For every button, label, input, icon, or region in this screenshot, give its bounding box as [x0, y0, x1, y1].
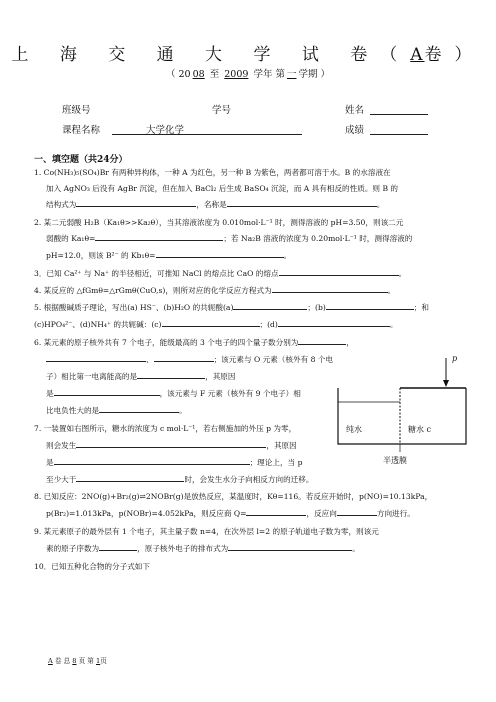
q2-text-c: pH=12.0，则该 B²⁻ 的 Kb₁θ= [46, 251, 156, 260]
q7-blank-1[interactable] [76, 439, 266, 448]
q1-text-a: 结构式为 [46, 200, 77, 209]
q6-line4 [46, 387, 301, 400]
q2-line3: pH=12.0，则该 B²⁻ 的 Kb₁θ= 。 [46, 251, 292, 260]
q6-text-e: ，其原因 [205, 372, 236, 381]
year-to: 至 [209, 69, 220, 80]
q2-line2 [46, 232, 412, 245]
q1-text-b: ，名称是 [196, 200, 227, 209]
section-heading: 一、填空题（共24分） [34, 155, 128, 165]
q5-text-a: 5. 根据酸碱质子理论，写出(a) HS⁻、(b)H₂O 的共轭酸(a) [34, 303, 234, 312]
q8-blank-q[interactable] [246, 507, 306, 516]
q5-blank-c[interactable] [162, 318, 260, 327]
q9-text-a: 素的原子序数为 [46, 544, 100, 553]
q7-blank-2[interactable] [54, 456, 250, 465]
q7-text-d: ；理论上，当 p [249, 458, 303, 467]
q6-text-d: 子）相比第一电离能高的是 [46, 372, 138, 381]
q6-text-a: 6. 某元素的原子核外共有 7 个电子，能级最高的 3 个电子的四个量子数分别为 [34, 338, 299, 347]
q5-blank-b[interactable] [326, 301, 414, 310]
score-label: 成绩 [345, 125, 365, 136]
q5-text-b: ；(b) [307, 303, 326, 312]
q7-line2 [46, 439, 297, 452]
academic-year-line [0, 66, 496, 80]
q5-line1 [34, 301, 429, 314]
score-field[interactable] [370, 124, 428, 135]
q5-blank-a[interactable] [233, 301, 307, 310]
q2-text-a: 弱酸的 Ka₁θ= [46, 234, 96, 243]
q6-line1: 6. 某元素的原子核外共有 7 个电子，能级最高的 3 个电子的四个量子数分别为 ， [34, 338, 354, 347]
footer-total-pages: 8 [72, 657, 77, 665]
osmosis-apparatus-figure [330, 352, 476, 470]
q6-line5: 比电负性大的是 。 [46, 406, 187, 415]
footer-text-c: 页 [100, 657, 107, 665]
q6-blank-4[interactable] [137, 370, 205, 379]
year-label: 学年 第 [253, 69, 285, 80]
q9-line2: 素的原子序数为 ，原子核外电子的排布式为 。 [46, 544, 360, 553]
q10-line: 10．已知五种化合物的分子式如下 [34, 562, 150, 571]
pure-water-label: 纯水 [346, 425, 362, 434]
course-value: 大学化学 [146, 125, 185, 136]
q2-text-b: ；若 Na₂B 溶液的浓度为 0.20mol·L⁻¹ 时，测得溶液的 [223, 234, 413, 243]
q9-blank-configuration[interactable] [228, 542, 352, 551]
q8-text-b: ，反应向 [306, 509, 337, 518]
q3-line: 3．已知 Ca²⁺ 与 Na⁺ 的半径相近，可推知 NaCl 的熔点比 CaO 的熔点 。 [34, 269, 407, 278]
q8-line1: 8. 已知反应：2NO(g)+Br₂(g)⇌2NOBr(g)是放热反应，某温度时，Kθ=116。若反应开始时，p(NO)=10.13kPa， [34, 492, 433, 501]
q7-text-c: 是 [46, 458, 54, 467]
q6-text-h: 比电负性大的是 [46, 406, 100, 415]
q7-line1: 7. 一装置如右图所示，糖水的浓度为 c mol·L⁻¹，若右侧施加的外压 p 为零， [34, 424, 297, 433]
q4-line: 4. 某反应的 △fGmθ=△rGmθ(CuO,s)，则所对应的化学反应方程式为 。 [34, 286, 396, 295]
name-field[interactable] [370, 104, 428, 115]
q2-blank-ka1[interactable] [95, 232, 223, 241]
title-volume: A [410, 45, 425, 65]
title-prefix: 上 海 交 通 大 学 试 卷（ [11, 45, 411, 65]
q6-line2 [46, 353, 333, 366]
year-open: （ 20 [165, 69, 191, 80]
q1-blank-structure[interactable] [76, 198, 196, 207]
q1-line2: 加入 AgNO₃ 后没有 AgBr 沉淀，但在加入 BaCl₂ 后生成 BaSO₄ 沉淀，而 A 具有相反的性质。则 B 的 [46, 184, 399, 193]
class-label: 班级号 [62, 105, 91, 116]
q5-blank-d[interactable] [278, 318, 390, 327]
q6-blank-2[interactable] [46, 353, 146, 362]
q1-blank-name[interactable] [227, 198, 377, 207]
q6-text-g: ，该元素与 F 元素（核外有 9 个电子）相 [159, 389, 301, 398]
q6-text-f: 是 [46, 389, 54, 398]
course-field [112, 124, 302, 135]
semester-close: 学期 ） [298, 69, 331, 80]
footer-text-a: 卷 总 [54, 657, 71, 665]
footer-text-b: 页 第 [78, 657, 94, 665]
student-id-label: 学号 [212, 105, 232, 116]
name-label: 姓名 [345, 105, 365, 116]
q7-line4 [46, 473, 313, 486]
course-label: 课程名称 [62, 125, 101, 136]
q1-line3: 结构式为 ，名称是 。 [46, 200, 385, 209]
q7-text-f: 时，会发生水分子向相反方向的迁移。 [184, 475, 314, 484]
q8-line2 [46, 507, 415, 520]
q7-text-b: ，其原因 [266, 441, 297, 450]
q5-line2: (c)HPO₄²⁻、(d)NH₄⁺ 的共轭碱：(c) ；(d) 。 [34, 320, 398, 329]
page-footer [48, 655, 107, 665]
title-suffix: 卷） [424, 45, 485, 65]
q7-text-a: 则会发生 [46, 441, 77, 450]
q5-text-c: ；和 [413, 303, 429, 312]
q2-line1: 2. 某二元弱酸 H₂B（Ka₁θ>>Ka₂θ），当其溶液浓度为 0.010mol·L⁻¹ 时，测得溶液的 pH=3.50，则该二元 [34, 218, 404, 227]
pressure-label: p [452, 354, 458, 363]
q2-blank-kb1[interactable] [156, 249, 284, 258]
q7-line3 [46, 456, 302, 469]
semester: 一 [286, 69, 297, 80]
q7-text-e: 至少大于 [46, 475, 77, 484]
q1-line1: 1. Co(NH₃)₅(SO₄)Br 有两种异构体，一种 A 为红色，另一种 B 为紫色，两者都可溶于水。B 的水溶液在 [34, 168, 391, 177]
membrane-label: 半透膜 [383, 456, 407, 465]
q6-blank-6[interactable] [99, 404, 179, 413]
pressure-arrowhead [443, 380, 449, 387]
q6-blank-5[interactable] [54, 387, 160, 396]
q5-text-d: (c)HPO₄²⁻、(d)NH₄⁺ 的共轭碱：(c) [34, 320, 162, 329]
q3-text: 3．已知 Ca²⁺ 与 Na⁺ 的半径相近，可推知 NaCl 的熔点比 CaO 的熔点 [34, 269, 279, 278]
year-end: 2009 [224, 69, 249, 80]
q4-text: 4. 某反应的 △fGmθ=△rGmθ(CuO,s)，则所对应的化学反应方程式为 [34, 286, 272, 295]
container-outline [338, 388, 466, 444]
q3-blank[interactable] [279, 267, 399, 276]
q8-text-a: p(Br₂)=1.013kPa，p(NOBr)=4.052kPa，则反应商 Q= [46, 509, 247, 518]
sugar-water-label: 糖水 c [408, 425, 432, 434]
q4-blank[interactable] [272, 284, 388, 293]
q6-blank-3[interactable] [154, 353, 214, 362]
q7-blank-3[interactable] [76, 473, 184, 482]
footer-volume: A [48, 657, 53, 665]
q8-text-c: 方向进行。 [376, 509, 415, 518]
q9-text-b: ，原子核外电子的排布式为 [137, 544, 229, 553]
q8-blank-direction[interactable] [337, 507, 377, 516]
q6-text-b: 、 [146, 355, 154, 364]
q6-line3 [46, 370, 236, 383]
q5-text-e: ；(d) [259, 320, 278, 329]
year-start: 08 [192, 69, 205, 80]
q9-blank-atomic-number[interactable] [99, 542, 137, 551]
q9-line1: 9. 某元素原子的最外层有 1 个电子，其主量子数 n=4，在次外层 l=2 的原子轨道电子数为零，则该元 [34, 527, 379, 536]
exam-title [0, 40, 496, 65]
q6-blank-1[interactable] [298, 336, 346, 345]
q6-text-c: ；该元素与 O 元素（核外有 8 个电 [213, 355, 334, 364]
footer-page-number: 1 [96, 657, 101, 665]
